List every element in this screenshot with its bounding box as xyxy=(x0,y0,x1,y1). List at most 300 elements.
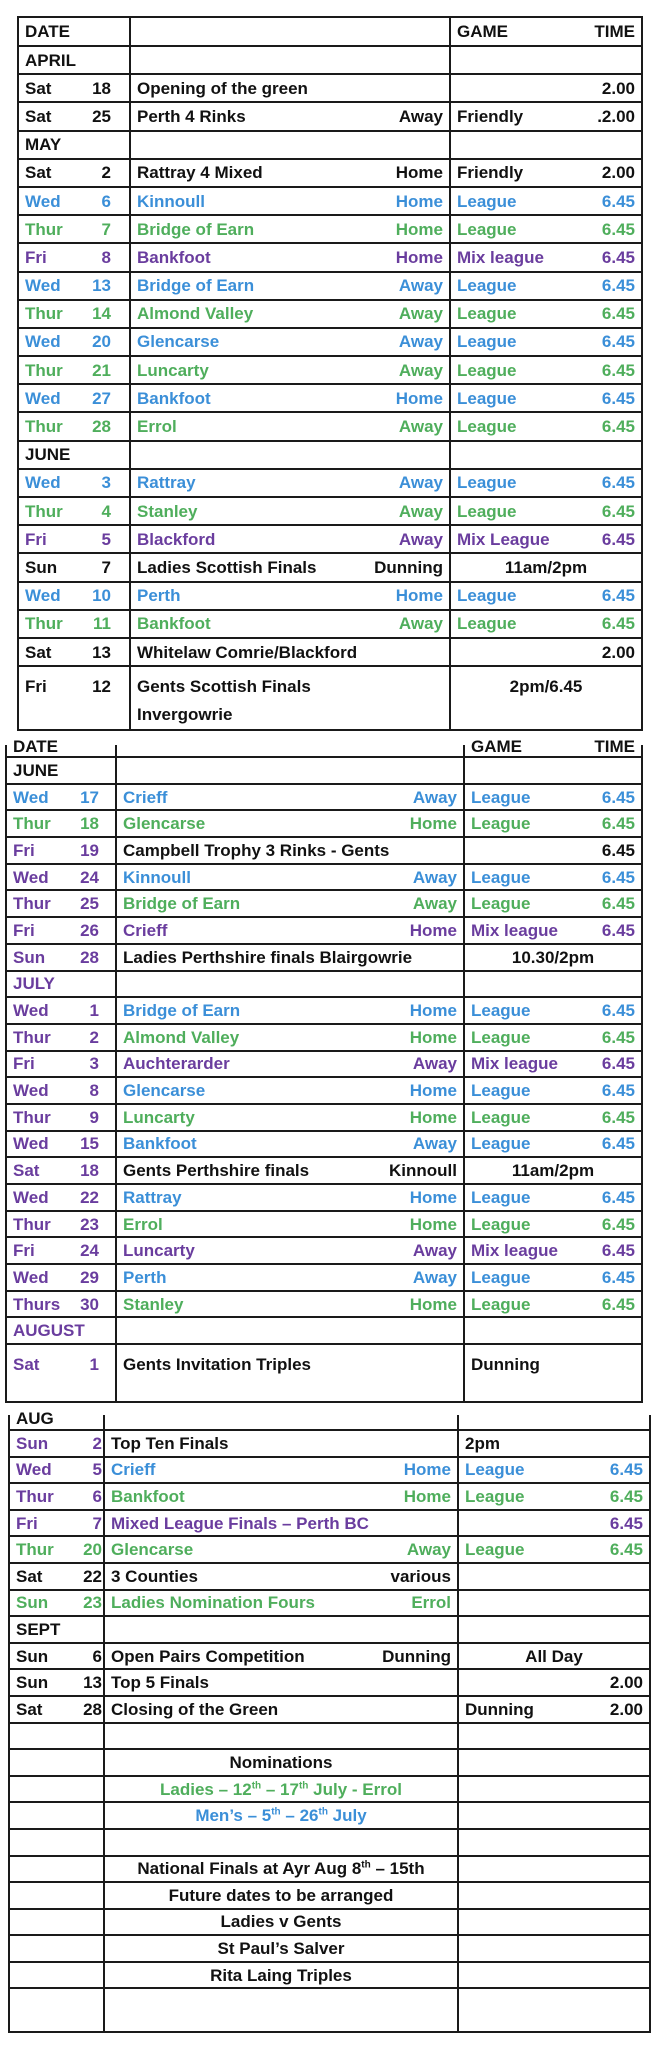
event-wrap xyxy=(123,922,457,939)
date-cell xyxy=(6,1211,116,1238)
event-name: Crieff xyxy=(123,920,168,940)
day-label: Thur xyxy=(25,417,63,437)
game-wrap xyxy=(465,1435,643,1452)
event-name: 3 Counties xyxy=(111,1566,198,1586)
venue: Dunning xyxy=(382,1646,451,1666)
game-time: 10.30/2pm xyxy=(511,947,595,967)
note-text: Ladies – 12 xyxy=(160,1779,252,1799)
venue: Home xyxy=(409,1027,457,1047)
start-time: 6.45 xyxy=(609,1513,643,1533)
event-wrap xyxy=(111,1435,451,1452)
empty-cell xyxy=(458,1829,650,1856)
day-label: Wed xyxy=(25,191,61,211)
note-row xyxy=(9,1962,650,1989)
day-number: 5 xyxy=(101,529,111,549)
start-time: 6.45 xyxy=(601,247,635,267)
event-cell xyxy=(116,1051,464,1078)
event-name: Top Ten Finals xyxy=(111,1433,229,1453)
empty-cell xyxy=(9,1802,104,1829)
game-cell xyxy=(450,638,642,666)
venue: Home xyxy=(403,1486,451,1506)
game-cell xyxy=(464,784,642,811)
date-cell xyxy=(18,356,130,384)
note-cell xyxy=(104,1882,458,1909)
event-wrap xyxy=(111,1594,451,1611)
date-cell xyxy=(18,300,130,328)
day-label: Wed xyxy=(13,1187,49,1207)
fixture-row xyxy=(9,1563,650,1590)
venue: Dunning xyxy=(374,557,443,577)
empty-cell xyxy=(450,46,642,74)
fixture-row xyxy=(18,582,642,610)
day-number: 1 xyxy=(89,1001,99,1021)
start-time: 6.45 xyxy=(601,894,635,914)
fixture-row xyxy=(9,1483,650,1510)
header-date-label: DATE xyxy=(25,22,71,41)
day-number: 1 xyxy=(89,1355,99,1375)
event-name: Crieff xyxy=(123,787,168,807)
day-label: Sat xyxy=(25,78,52,98)
venue: Home xyxy=(395,191,443,211)
event-cell xyxy=(116,890,464,917)
date-cell xyxy=(9,1563,104,1590)
event-cell xyxy=(116,1291,464,1318)
event-name: Gents Scottish Finals xyxy=(137,677,311,697)
venue: Away xyxy=(398,304,443,324)
header-game-wrap xyxy=(471,737,635,756)
fixture-row xyxy=(18,666,642,730)
day-number: 28 xyxy=(83,1699,102,1719)
event-name: Glencarse xyxy=(137,332,220,352)
date-cell xyxy=(6,1104,116,1131)
game-wrap xyxy=(457,108,635,125)
game-time: 11am/2pm xyxy=(511,1161,595,1181)
game-wrap xyxy=(465,1541,643,1558)
game-type: League xyxy=(457,219,517,239)
event-wrap xyxy=(137,474,443,491)
fixture-row xyxy=(6,837,642,864)
header-game-wrap xyxy=(457,23,635,40)
day-label: Thur xyxy=(13,1214,51,1234)
day-number: 24 xyxy=(80,1241,99,1261)
game-wrap xyxy=(471,842,635,859)
start-time: 6.45 xyxy=(601,1107,635,1127)
note-text: – 17 xyxy=(261,1779,299,1799)
date-cell xyxy=(6,1157,116,1184)
game-type: 2pm xyxy=(465,1433,500,1453)
event-wrap xyxy=(111,1568,451,1585)
fixture-row xyxy=(6,1184,642,1211)
month-cell xyxy=(9,1616,104,1643)
start-time: 6.45 xyxy=(601,1054,635,1074)
event-name: Glencarse xyxy=(123,1081,206,1101)
event-cell xyxy=(104,1590,458,1617)
start-time: 6.45 xyxy=(601,1294,635,1314)
game-type: League xyxy=(457,417,517,437)
fixture-row xyxy=(18,243,642,271)
event-name: Opening of the green xyxy=(137,78,308,98)
game-type: League xyxy=(471,1134,531,1154)
month-cell xyxy=(6,1317,116,1344)
empty-cell xyxy=(458,1988,650,2032)
date-cell xyxy=(18,553,130,581)
day-number: 23 xyxy=(83,1593,102,1613)
venue: Home xyxy=(395,247,443,267)
game-time: All Day xyxy=(525,1646,583,1666)
event-name: Ladies Scottish Finals xyxy=(137,557,317,577)
event-wrap xyxy=(123,789,457,806)
day-number: 25 xyxy=(92,106,111,126)
day-label: Wed xyxy=(13,1267,49,1287)
event-wrap xyxy=(123,1029,457,1046)
header-time-label: TIME xyxy=(594,22,635,41)
day-label: Fri xyxy=(13,840,35,860)
start-time: 6.45 xyxy=(601,840,635,860)
month-label: AUGUST xyxy=(13,1321,85,1341)
game-cell xyxy=(464,1291,642,1318)
empty-cell xyxy=(130,131,450,159)
day-label: Fri xyxy=(25,247,47,267)
venue: Home xyxy=(409,1001,457,1021)
game-wrap xyxy=(457,615,635,632)
start-time: 6.45 xyxy=(601,529,635,549)
note-row xyxy=(9,1829,650,1856)
note-cell xyxy=(104,1829,458,1856)
event-name: Top 5 Finals xyxy=(111,1673,209,1693)
game-cell xyxy=(464,997,642,1024)
date-cell xyxy=(18,74,130,102)
date-cell xyxy=(18,243,130,271)
note-cell xyxy=(104,1749,458,1776)
game-wrap xyxy=(471,1055,635,1072)
note-row xyxy=(9,1749,650,1776)
event-wrap xyxy=(137,644,443,661)
day-number: 12 xyxy=(92,677,111,697)
day-number: 13 xyxy=(92,276,111,296)
event-wrap xyxy=(123,1002,457,1019)
fixture-row xyxy=(18,159,642,187)
ordinal-suffix: th xyxy=(318,1806,328,1818)
start-time: 6.45 xyxy=(601,1001,635,1021)
date-cell xyxy=(18,102,130,130)
start-time: 6.45 xyxy=(601,276,635,296)
game-type: League xyxy=(471,1027,531,1047)
start-time: 6.45 xyxy=(601,920,635,940)
game-cell xyxy=(464,1157,642,1184)
event-cell xyxy=(130,553,450,581)
game-cell xyxy=(458,1563,650,1590)
start-time: 6.45 xyxy=(601,473,635,493)
fixture-row xyxy=(18,328,642,356)
date-cell xyxy=(18,582,130,610)
event-cell xyxy=(116,1157,464,1184)
event-wrap xyxy=(137,333,443,350)
game-cell xyxy=(450,384,642,412)
event-name: Bankfoot xyxy=(137,247,211,267)
date-cell xyxy=(18,215,130,243)
empty-cell xyxy=(464,1317,642,1344)
event-cell xyxy=(116,1104,464,1131)
fixture-row xyxy=(18,102,642,130)
day-label: Wed xyxy=(25,332,61,352)
fixture-row xyxy=(6,1211,642,1238)
day-number: 10 xyxy=(92,586,111,606)
game-type: Friendly xyxy=(457,106,524,126)
event-cell xyxy=(130,272,450,300)
start-time: 6.45 xyxy=(601,787,635,807)
venue: Home xyxy=(409,920,457,940)
day-label: Sun xyxy=(13,947,46,967)
month-row xyxy=(18,441,642,469)
event-name: Luncarty xyxy=(137,360,209,380)
day-number: 3 xyxy=(101,473,111,493)
day-number: 14 xyxy=(92,304,111,324)
event-wrap xyxy=(137,559,443,576)
day-number: 18 xyxy=(80,814,99,834)
date-cell xyxy=(9,1510,104,1537)
month-row xyxy=(9,1616,650,1643)
game-wrap xyxy=(465,1674,643,1691)
event-wrap xyxy=(111,1648,451,1665)
event-wrap xyxy=(123,1269,457,1286)
date-cell xyxy=(6,784,116,811)
fixture-row xyxy=(6,1291,642,1318)
game-time: 2pm/6.45 xyxy=(509,677,583,697)
empty-cell xyxy=(464,757,642,784)
header-event xyxy=(104,1415,458,1430)
day-number: 13 xyxy=(92,642,111,662)
game-type: Friendly xyxy=(457,163,524,183)
empty-cell xyxy=(9,1856,104,1883)
day-label: Sun xyxy=(16,1673,49,1693)
game-wrap xyxy=(457,305,635,322)
event-name: Ladies Nomination Fours xyxy=(111,1593,316,1613)
game-type: League xyxy=(471,1294,531,1314)
game-cell xyxy=(464,810,642,837)
day-label: Sat xyxy=(25,163,52,183)
empty-cell xyxy=(9,1988,104,2032)
day-label: Thur xyxy=(25,360,63,380)
day-label: Wed xyxy=(13,867,49,887)
note-text: July - Errol xyxy=(308,1779,402,1799)
event-name: Kinnoull xyxy=(123,867,191,887)
header-date xyxy=(9,1408,104,1430)
game-wrap xyxy=(457,333,635,350)
event-cell xyxy=(130,74,450,102)
start-time: 6.45 xyxy=(601,1241,635,1261)
note-cell xyxy=(104,1856,458,1883)
game-wrap xyxy=(471,1189,635,1206)
venue: Home xyxy=(409,1081,457,1101)
day-number: 6 xyxy=(92,1646,102,1666)
game-wrap xyxy=(457,644,635,661)
empty-cell xyxy=(130,441,450,469)
month-label: JULY xyxy=(13,974,55,994)
day-number: 18 xyxy=(92,78,111,98)
game-cell xyxy=(464,1104,642,1131)
day-label: Sat xyxy=(13,1355,40,1375)
date-cell xyxy=(6,917,116,944)
fixture-row xyxy=(6,1051,642,1078)
game-cell xyxy=(458,1430,650,1457)
event-name: Perth xyxy=(123,1267,167,1287)
note-text: July xyxy=(327,1806,367,1826)
game-type: League xyxy=(457,191,517,211)
day-label: Thur xyxy=(13,1107,51,1127)
event-wrap xyxy=(137,503,443,520)
venue: Home xyxy=(395,163,443,183)
fixture-row xyxy=(6,1264,642,1291)
fixture-row xyxy=(18,610,642,638)
fixture-row xyxy=(6,944,642,971)
game-type: League xyxy=(465,1540,525,1560)
fixture-row xyxy=(18,497,642,525)
event-name: Glencarse xyxy=(111,1540,194,1560)
date-cell xyxy=(18,272,130,300)
header-month-label: AUG xyxy=(16,1408,54,1428)
day-number: 9 xyxy=(89,1107,99,1127)
day-label: Wed xyxy=(25,586,61,606)
start-time: 6.45 xyxy=(601,332,635,352)
start-time: 2.00 xyxy=(609,1699,643,1719)
event-name: Closing of the Green xyxy=(111,1699,279,1719)
event-cell xyxy=(130,243,450,271)
game-cell xyxy=(450,553,642,581)
event-wrap xyxy=(137,587,443,604)
date-cell xyxy=(9,1483,104,1510)
game-wrap xyxy=(471,1242,635,1259)
fixture-row xyxy=(9,1430,650,1457)
start-time: 6.45 xyxy=(601,1134,635,1154)
header-row xyxy=(18,17,642,46)
game-cell xyxy=(464,1184,642,1211)
event-name: Rattray 4 Mixed xyxy=(137,163,263,183)
fixture-row xyxy=(6,1024,642,1051)
note-row xyxy=(9,1882,650,1909)
venue: Away xyxy=(412,1054,457,1074)
empty-cell xyxy=(458,1962,650,1989)
day-label: Thur xyxy=(25,304,63,324)
event-cell xyxy=(116,997,464,1024)
event-cell xyxy=(116,1024,464,1051)
day-label: Fri xyxy=(25,677,47,697)
event-name: Mixed League Finals – Perth BC xyxy=(111,1513,369,1533)
event-name: Auchterarder xyxy=(123,1054,230,1074)
game-wrap xyxy=(457,390,635,407)
day-label: Wed xyxy=(13,1001,49,1021)
day-label: Wed xyxy=(25,473,61,493)
event-name: Rattray xyxy=(137,473,196,493)
event-cell xyxy=(130,328,450,356)
fixture-row xyxy=(6,1131,642,1158)
start-time: 6.45 xyxy=(601,417,635,437)
game-cell xyxy=(458,1483,650,1510)
event-wrap xyxy=(137,193,443,210)
fixture-row xyxy=(9,1510,650,1537)
event-cell xyxy=(130,638,450,666)
event-cell xyxy=(130,582,450,610)
event-cell xyxy=(104,1669,458,1696)
start-time: 6.45 xyxy=(601,1214,635,1234)
event-name: Errol xyxy=(123,1214,163,1234)
empty-cell xyxy=(458,1935,650,1962)
event-name: Bridge of Earn xyxy=(123,1001,241,1021)
empty-cell xyxy=(458,1776,650,1803)
venue: Home xyxy=(409,814,457,834)
empty-cell xyxy=(458,1882,650,1909)
event-name: Whitelaw Comrie/Blackford xyxy=(137,642,358,662)
day-label: Sat xyxy=(13,1161,40,1181)
empty-cell xyxy=(104,1616,458,1643)
day-number: 23 xyxy=(80,1214,99,1234)
blank-row xyxy=(9,1988,650,2032)
venue: Home xyxy=(395,586,443,606)
event-cell xyxy=(130,525,450,553)
month-row xyxy=(6,971,642,998)
day-number: 28 xyxy=(92,417,111,437)
game-wrap xyxy=(471,1029,635,1046)
date-cell xyxy=(18,666,130,730)
game-cell xyxy=(458,1696,650,1723)
day-label: Sun xyxy=(16,1593,49,1613)
event-name: Open Pairs Competition xyxy=(111,1646,305,1666)
event-name: Bankfoot xyxy=(137,388,211,408)
game-type: League xyxy=(457,332,517,352)
event-name: Campbell Trophy 3 Rinks - Gents xyxy=(123,840,390,860)
game-wrap xyxy=(471,895,635,912)
date-cell xyxy=(18,610,130,638)
day-label: Fri xyxy=(25,529,47,549)
empty-cell xyxy=(450,441,642,469)
event-wrap xyxy=(123,949,457,966)
game-wrap xyxy=(457,418,635,435)
game-cell xyxy=(464,1344,642,1402)
venue: Away xyxy=(398,501,443,521)
venue: Away xyxy=(412,1241,457,1261)
date-cell xyxy=(6,810,116,837)
event-wrap xyxy=(137,418,443,435)
start-time: 6.45 xyxy=(601,814,635,834)
game-cell xyxy=(458,1510,650,1537)
event-name: Bridge of Earn xyxy=(137,219,255,239)
event-wrap xyxy=(123,1082,457,1099)
event-name: Stanley xyxy=(123,1294,184,1314)
date-cell xyxy=(6,890,116,917)
date-cell xyxy=(6,1264,116,1291)
game-wrap xyxy=(457,80,635,97)
event-wrap xyxy=(123,1242,457,1259)
date-cell xyxy=(18,525,130,553)
event-cell xyxy=(130,159,450,187)
date-cell xyxy=(6,1131,116,1158)
header-row-cut xyxy=(9,1415,650,1430)
event-cell xyxy=(130,497,450,525)
day-label: Fri xyxy=(13,1241,35,1261)
game-type: League xyxy=(457,360,517,380)
game-type: League xyxy=(471,867,531,887)
game-wrap xyxy=(471,1135,635,1152)
month-cell xyxy=(18,131,130,159)
day-label: Wed xyxy=(16,1460,52,1480)
game-wrap xyxy=(457,503,635,520)
fixtures-table-april-june xyxy=(17,16,643,731)
game-cell xyxy=(464,890,642,917)
day-number: 2 xyxy=(89,1027,99,1047)
start-time: 6.45 xyxy=(609,1486,643,1506)
event-cell xyxy=(130,300,450,328)
day-label: Fri xyxy=(16,1513,38,1533)
game-wrap xyxy=(471,1002,635,1019)
